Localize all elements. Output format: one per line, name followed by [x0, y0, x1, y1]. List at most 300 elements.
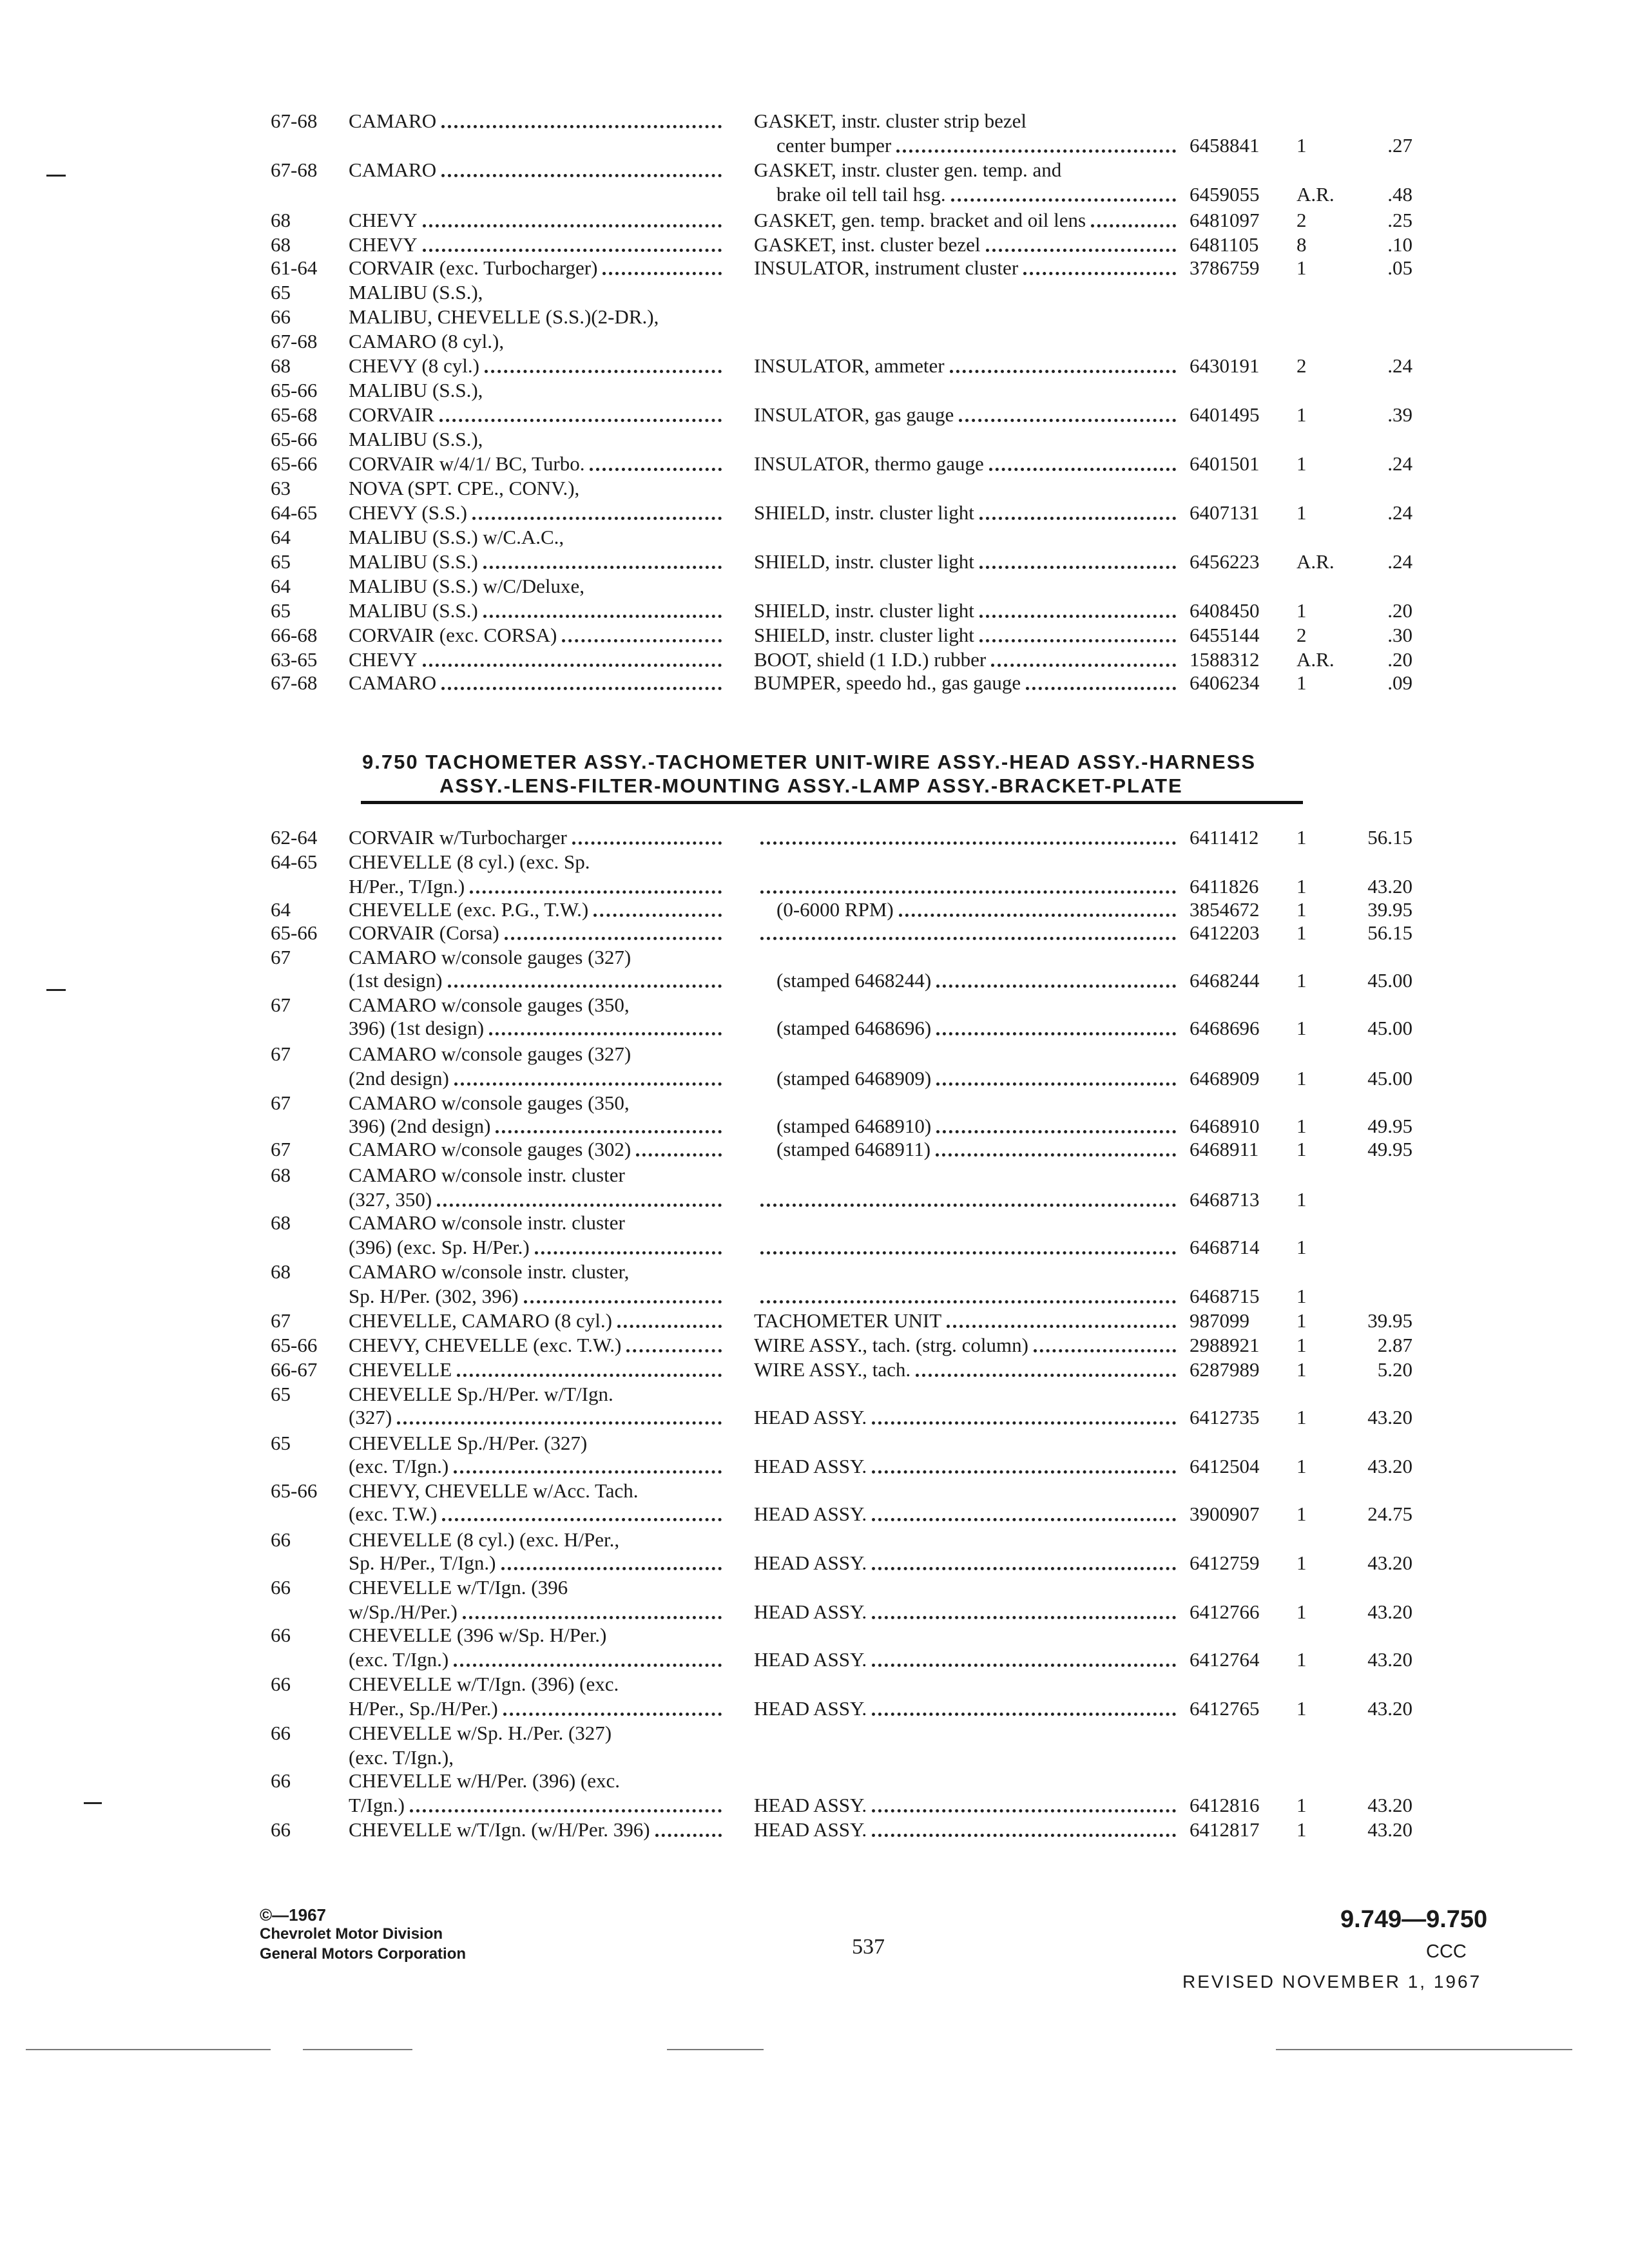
table-row: [0, 1308, 1629, 1334]
model-cell: MALIBU (S.S.): [349, 599, 478, 622]
quantity-cell: 1: [1296, 452, 1307, 475]
year-cell: 62-64: [271, 826, 318, 849]
dot-leader: [423, 224, 722, 227]
model-cell: (396) (exc. Sp. H/Per.): [349, 1236, 530, 1258]
model-cell: CAMARO w/console gauges (302): [349, 1138, 631, 1160]
quantity-cell: 1: [1296, 1600, 1307, 1623]
table-row: [0, 1162, 1629, 1188]
table-row: [0, 1817, 1629, 1843]
section-heading-underline: [361, 801, 1303, 804]
model-cell: T/Ign.): [349, 1794, 405, 1816]
table-row: [0, 1235, 1629, 1260]
division-name: Chevrolet Motor Division: [260, 1925, 443, 1943]
description-cell: TACHOMETER UNIT: [754, 1309, 942, 1332]
model-cell: CHEVY, CHEVELLE w/Acc. Tach.: [349, 1479, 639, 1502]
part-number-cell: 6412203: [1190, 921, 1260, 944]
dot-leader: [472, 517, 722, 520]
table-row: [0, 598, 1629, 624]
dot-leader: [947, 1325, 1176, 1328]
model-cell: (exc. T/Ign.): [349, 1455, 449, 1477]
quantity-cell: 1: [1296, 898, 1307, 921]
part-number-cell: 6468244: [1190, 969, 1260, 992]
dot-leader: [959, 419, 1176, 422]
year-cell: 67-68: [271, 159, 318, 181]
model-cell: CHEVY: [349, 209, 418, 231]
quantity-cell: 1: [1296, 1455, 1307, 1477]
model-cell: CHEVELLE w/Sp. H./Per. (327): [349, 1722, 612, 1744]
dot-leader: [485, 370, 722, 373]
price-cell: 43.20: [1367, 1794, 1412, 1816]
quantity-cell: 8: [1296, 233, 1307, 256]
quantity-cell: 1: [1296, 1503, 1307, 1525]
model-cell: CHEVELLE, CAMARO (8 cyl.): [349, 1309, 612, 1332]
part-number-cell: 6408450: [1190, 599, 1260, 622]
scan-line: [667, 2049, 764, 2050]
price-cell: 43.20: [1367, 875, 1412, 898]
price-cell: .20: [1387, 599, 1412, 622]
dot-leader: [899, 914, 1176, 917]
description-cell: INSULATOR, instrument cluster: [754, 256, 1019, 279]
model-cell: MALIBU, CHEVELLE (S.S.)(2-DR.),: [349, 305, 659, 328]
dot-leader: [442, 1518, 722, 1521]
copyright-notice: ©—1967: [260, 1905, 326, 1925]
model-cell: CHEVELLE (exc. P.G., T.W.): [349, 898, 589, 921]
table-row: [0, 1501, 1629, 1527]
quantity-cell: 1: [1296, 256, 1307, 279]
quantity-cell: 1: [1296, 1794, 1307, 1816]
table-row: [0, 1405, 1629, 1430]
description-cell: HEAD ASSY.: [754, 1406, 867, 1428]
price-cell: 43.20: [1367, 1697, 1412, 1720]
dot-leader: [936, 1032, 1176, 1035]
dot-leader: [936, 1130, 1176, 1133]
table-row: [0, 378, 1629, 403]
part-number-cell: 6468910: [1190, 1115, 1260, 1137]
dot-leader: [760, 1251, 1176, 1254]
part-number-cell: 6401501: [1190, 452, 1260, 475]
table-row: [0, 968, 1629, 994]
quantity-cell: 2: [1296, 354, 1307, 377]
year-cell: 65: [271, 550, 291, 573]
description-cell: HEAD ASSY.: [754, 1818, 867, 1841]
description-cell: HEAD ASSY.: [754, 1503, 867, 1525]
model-cell: H/Per., Sp./H/Per.): [349, 1697, 498, 1720]
table-row: [0, 549, 1629, 575]
model-cell: CHEVELLE w/T/Ign. (396) (exc.: [349, 1673, 619, 1695]
price-cell: .39: [1387, 403, 1412, 426]
dot-leader: [896, 149, 1176, 153]
part-number-cell: 6412504: [1190, 1455, 1260, 1477]
part-number-cell: 6430191: [1190, 354, 1260, 377]
scan-line: [26, 2049, 271, 2050]
table-row: [0, 1622, 1629, 1648]
dot-leader: [454, 1470, 722, 1474]
table-row: [0, 1430, 1629, 1456]
year-cell: 66: [271, 1818, 291, 1841]
part-number-cell: 6455144: [1190, 624, 1260, 646]
dot-leader: [439, 419, 722, 422]
quantity-cell: 1: [1296, 875, 1307, 898]
description-cell: SHIELD, instr. cluster light: [754, 550, 974, 573]
dot-leader: [979, 517, 1176, 520]
quantity-cell: 1: [1296, 1115, 1307, 1137]
quantity-cell: 2: [1296, 624, 1307, 646]
price-cell: 45.00: [1367, 1017, 1412, 1039]
model-cell: MALIBU (S.S.): [349, 550, 478, 573]
dot-leader: [936, 1153, 1176, 1157]
year-cell: 65: [271, 281, 291, 303]
quantity-cell: 1: [1296, 671, 1307, 694]
table-row: [0, 670, 1629, 696]
model-cell: CHEVY: [349, 233, 418, 256]
year-cell: 67: [271, 1138, 291, 1160]
price-cell: 43.20: [1367, 1818, 1412, 1841]
dot-leader: [936, 1082, 1176, 1086]
year-cell: 68: [271, 209, 291, 231]
page-number: 537: [852, 1935, 885, 1959]
part-number-cell: 2988921: [1190, 1334, 1260, 1356]
corporation-name: General Motors Corporation: [260, 1945, 467, 1963]
price-cell: 5.20: [1377, 1358, 1412, 1381]
dot-leader: [463, 1616, 722, 1619]
table-row: [0, 1113, 1629, 1139]
dot-leader: [448, 985, 722, 988]
part-number-cell: 6456223: [1190, 550, 1260, 573]
dot-leader: [979, 639, 1176, 642]
table-row: [0, 1283, 1629, 1309]
section-heading-line-2: ASSY.-LENS-FILTER-MOUNTING ASSY.-LAMP ASSY.-BRACKET-PLATE: [439, 774, 1183, 797]
dot-leader: [936, 985, 1176, 988]
table-row: [0, 1454, 1629, 1479]
part-number-cell: 3900907: [1190, 1503, 1260, 1525]
quantity-cell: 1: [1296, 1818, 1307, 1841]
quantity-cell: 1: [1296, 1334, 1307, 1356]
year-cell: 67: [271, 1309, 291, 1332]
dot-leader: [505, 937, 722, 940]
table-row: [0, 1210, 1629, 1236]
table-row: [0, 897, 1629, 923]
dot-leader: [626, 1349, 722, 1352]
part-number-cell: 6412765: [1190, 1697, 1260, 1720]
quantity-cell: A.R.: [1296, 648, 1335, 671]
model-cell: (exc. T/Ign.),: [349, 1746, 454, 1769]
dot-leader: [457, 1374, 722, 1377]
model-cell: CAMARO: [349, 671, 437, 694]
dot-leader: [572, 841, 722, 845]
dot-leader: [872, 1470, 1176, 1474]
dot-leader: [489, 1032, 722, 1035]
price-cell: .24: [1387, 354, 1412, 377]
model-cell: CAMARO w/console gauges (327): [349, 1043, 631, 1065]
dot-leader: [986, 249, 1176, 252]
model-cell: (2nd design): [349, 1067, 449, 1090]
scan-mark: [46, 175, 66, 177]
table-row: [0, 1647, 1629, 1673]
price-cell: .27: [1387, 134, 1412, 157]
model-cell: CHEVELLE Sp./H/Per. (327): [349, 1432, 588, 1454]
year-cell: 67-68: [271, 671, 318, 694]
quantity-cell: 1: [1296, 921, 1307, 944]
price-cell: .20: [1387, 648, 1412, 671]
model-cell: CAMARO w/console gauges (350,: [349, 994, 630, 1016]
table-row: [0, 1357, 1629, 1383]
table-row: [0, 992, 1629, 1018]
dot-leader: [503, 1713, 722, 1716]
price-cell: .09: [1387, 671, 1412, 694]
dot-leader: [950, 370, 1176, 373]
dot-leader: [872, 1713, 1176, 1716]
dot-leader: [989, 468, 1176, 471]
description-cell: (stamped 6468909): [776, 1067, 932, 1090]
quantity-cell: 1: [1296, 1697, 1307, 1720]
dot-leader: [593, 914, 722, 917]
model-cell: (1st design): [349, 969, 443, 992]
part-number-cell: 3786759: [1190, 256, 1260, 279]
table-row: [0, 1381, 1629, 1407]
quantity-cell: 1: [1296, 599, 1307, 622]
dot-leader: [872, 1616, 1176, 1619]
table-row: [0, 1259, 1629, 1285]
description-cell: (stamped 6468244): [776, 969, 932, 992]
quantity-cell: 2: [1296, 209, 1307, 231]
table-row: [0, 133, 1629, 159]
table-row: [0, 500, 1629, 526]
dot-leader: [1034, 1349, 1176, 1352]
dot-leader: [524, 1300, 722, 1303]
year-cell: 67-68: [271, 110, 318, 132]
part-number-cell: 6287989: [1190, 1358, 1260, 1381]
year-cell: 63: [271, 477, 291, 499]
model-cell: CHEVELLE Sp./H/Per. w/T/Ign.: [349, 1383, 613, 1405]
part-number-cell: 6401495: [1190, 403, 1260, 426]
price-cell: 49.95: [1367, 1115, 1412, 1137]
model-cell: CHEVELLE (8 cyl.) (exc. Sp.: [349, 850, 590, 873]
price-cell: 39.95: [1367, 1309, 1412, 1332]
quantity-cell: 1: [1296, 134, 1307, 157]
year-cell: 65-66: [271, 1334, 318, 1356]
part-number-cell: 6459055: [1190, 183, 1260, 206]
dot-leader: [760, 1204, 1176, 1207]
dot-leader: [979, 615, 1176, 618]
year-cell: 66: [271, 1769, 291, 1792]
dot-leader: [760, 890, 1176, 894]
quantity-cell: 1: [1296, 501, 1307, 524]
model-cell: CHEVY, CHEVELLE (exc. T.W.): [349, 1334, 622, 1356]
model-cell: CAMARO (8 cyl.),: [349, 330, 505, 352]
part-number-cell: 6411826: [1190, 875, 1259, 898]
model-cell: CHEVELLE: [349, 1358, 452, 1381]
model-cell: CORVAIR: [349, 403, 435, 426]
scan-line: [303, 2049, 412, 2050]
table-row: [0, 280, 1629, 305]
table-row: [0, 825, 1629, 850]
year-cell: 66: [271, 1624, 291, 1646]
dot-leader: [496, 1130, 722, 1133]
dot-leader: [441, 125, 722, 128]
dot-leader: [410, 1809, 722, 1812]
table-row: [0, 1137, 1629, 1162]
model-cell: MALIBU (S.S.),: [349, 281, 483, 303]
dot-leader: [602, 272, 722, 275]
year-cell: 66-67: [271, 1358, 318, 1381]
dot-leader: [916, 1374, 1176, 1377]
model-cell: CHEVELLE w/T/Ign. (w/H/Per. 396): [349, 1818, 650, 1841]
dot-leader: [423, 249, 722, 252]
model-cell: CHEVELLE (396 w/Sp. H/Per.): [349, 1624, 607, 1646]
table-row: [0, 207, 1629, 233]
table-row: [0, 1720, 1629, 1746]
dot-leader: [760, 1300, 1176, 1303]
price-cell: .24: [1387, 501, 1412, 524]
dot-leader: [617, 1325, 722, 1328]
table-row: [0, 1187, 1629, 1213]
table-row: [0, 573, 1629, 599]
dot-leader: [1026, 687, 1176, 690]
year-cell: 65: [271, 599, 291, 622]
model-cell: CORVAIR (exc. Turbocharger): [349, 256, 598, 279]
scan-line: [1276, 2049, 1572, 2050]
model-cell: CORVAIR (exc. CORSA): [349, 624, 557, 646]
scan-mark: [46, 989, 66, 991]
price-cell: 45.00: [1367, 969, 1412, 992]
description-cell: GASKET, instr. cluster strip bezel: [754, 110, 1027, 132]
price-cell: .24: [1387, 452, 1412, 475]
year-cell: 68: [271, 1260, 291, 1283]
description-cell: (0-6000 RPM): [776, 898, 894, 921]
description-cell: WIRE ASSY., tach.: [754, 1358, 911, 1381]
year-cell: 64: [271, 575, 291, 597]
quantity-cell: 1: [1296, 1138, 1307, 1160]
year-cell: 68: [271, 1211, 291, 1234]
dot-leader: [1091, 224, 1176, 227]
model-cell: w/Sp./H/Per.): [349, 1600, 458, 1623]
dot-leader: [872, 1809, 1176, 1812]
part-number-cell: 6481097: [1190, 209, 1260, 231]
part-number-cell: 987099: [1190, 1309, 1249, 1332]
dot-leader: [636, 1153, 722, 1157]
model-cell: MALIBU (S.S.),: [349, 379, 483, 401]
table-row: [0, 945, 1629, 970]
dot-leader: [441, 687, 722, 690]
table-row: [0, 451, 1629, 477]
description-cell: SHIELD, instr. cluster light: [754, 624, 974, 646]
year-cell: 65-66: [271, 921, 318, 944]
model-cell: MALIBU (S.S.) w/C/Deluxe,: [349, 575, 584, 597]
dot-leader: [872, 1664, 1176, 1667]
year-cell: 65: [271, 1432, 291, 1454]
part-number-cell: 6407131: [1190, 501, 1260, 524]
dot-leader: [483, 615, 722, 618]
table-row: [0, 1527, 1629, 1553]
dot-leader: [441, 174, 722, 177]
description-cell: (stamped 6468696): [776, 1017, 932, 1039]
year-cell: 67: [271, 1043, 291, 1065]
model-cell: MALIBU (S.S.) w/C.A.C.,: [349, 526, 564, 548]
price-cell: 43.20: [1367, 1648, 1412, 1671]
year-cell: 67-68: [271, 330, 318, 352]
part-number-cell: 6468909: [1190, 1067, 1260, 1090]
dot-leader: [562, 639, 722, 642]
table-row: [0, 1041, 1629, 1067]
part-number-cell: 6468713: [1190, 1188, 1260, 1211]
description-cell: GASKET, gen. temp. bracket and oil lens: [754, 209, 1086, 231]
table-row: [0, 1768, 1629, 1794]
table-row: [0, 476, 1629, 501]
model-cell: CHEVELLE w/T/Ign. (396: [349, 1576, 568, 1599]
table-row: [0, 329, 1629, 354]
dot-leader: [760, 841, 1176, 845]
dot-leader: [1023, 272, 1176, 275]
dot-leader: [397, 1421, 722, 1425]
table-row: [0, 920, 1629, 946]
year-cell: 66: [271, 1576, 291, 1599]
year-cell: 64-65: [271, 501, 318, 524]
year-cell: 68: [271, 233, 291, 256]
price-cell: .25: [1387, 209, 1412, 231]
section-range: 9.749—9.750: [1340, 1906, 1488, 1933]
year-cell: 64: [271, 526, 291, 548]
table-row: [0, 622, 1629, 648]
table-row: [0, 647, 1629, 673]
price-cell: 49.95: [1367, 1138, 1412, 1160]
description-cell: INSULATOR, ammeter: [754, 354, 945, 377]
model-cell: 396) (1st design): [349, 1017, 485, 1039]
table-row: [0, 1575, 1629, 1600]
model-cell: CAMARO w/console gauges (327): [349, 946, 631, 968]
model-cell: (327): [349, 1406, 392, 1428]
part-number-cell: 6412759: [1190, 1552, 1260, 1574]
part-number-cell: 6406234: [1190, 671, 1260, 694]
model-cell: CORVAIR w/4/1/ BC, Turbo.: [349, 452, 585, 475]
price-cell: 56.15: [1367, 826, 1412, 849]
year-cell: 65-68: [271, 403, 318, 426]
dot-leader: [423, 664, 722, 667]
dot-leader: [655, 1834, 722, 1837]
price-cell: 43.20: [1367, 1600, 1412, 1623]
year-cell: 67: [271, 994, 291, 1016]
table-row: [0, 1550, 1629, 1576]
table-row: [0, 1015, 1629, 1041]
table-row: [0, 874, 1629, 899]
model-cell: CAMARO w/console instr. cluster,: [349, 1260, 630, 1283]
description-cell: BUMPER, speedo hd., gas gauge: [754, 671, 1021, 694]
table-row: [0, 255, 1629, 281]
price-cell: 43.20: [1367, 1406, 1412, 1428]
year-cell: 66: [271, 305, 291, 328]
price-cell: 45.00: [1367, 1067, 1412, 1090]
revision-date: REVISED NOVEMBER 1, 1967: [1182, 1972, 1482, 1992]
model-cell: 396) (2nd design): [349, 1115, 491, 1137]
table-row: [0, 1745, 1629, 1771]
price-cell: .05: [1387, 256, 1412, 279]
description-cell: HEAD ASSY.: [754, 1697, 867, 1720]
dot-leader: [872, 1567, 1176, 1570]
table-row: [0, 1671, 1629, 1697]
model-cell: H/Per., T/Ign.): [349, 875, 465, 898]
dot-leader: [951, 198, 1176, 202]
description-cell: brake oil tell tail hsg.: [776, 183, 946, 206]
price-cell: .24: [1387, 550, 1412, 573]
model-cell: Sp. H/Per. (302, 396): [349, 1285, 519, 1307]
table-row: [0, 849, 1629, 875]
price-cell: 39.95: [1367, 898, 1412, 921]
price-cell: .48: [1387, 183, 1412, 206]
quantity-cell: 1: [1296, 1236, 1307, 1258]
price-cell: 2.87: [1377, 1334, 1412, 1356]
year-cell: 67: [271, 946, 291, 968]
year-cell: 67: [271, 1091, 291, 1114]
description-cell: SHIELD, instr. cluster light: [754, 599, 974, 622]
